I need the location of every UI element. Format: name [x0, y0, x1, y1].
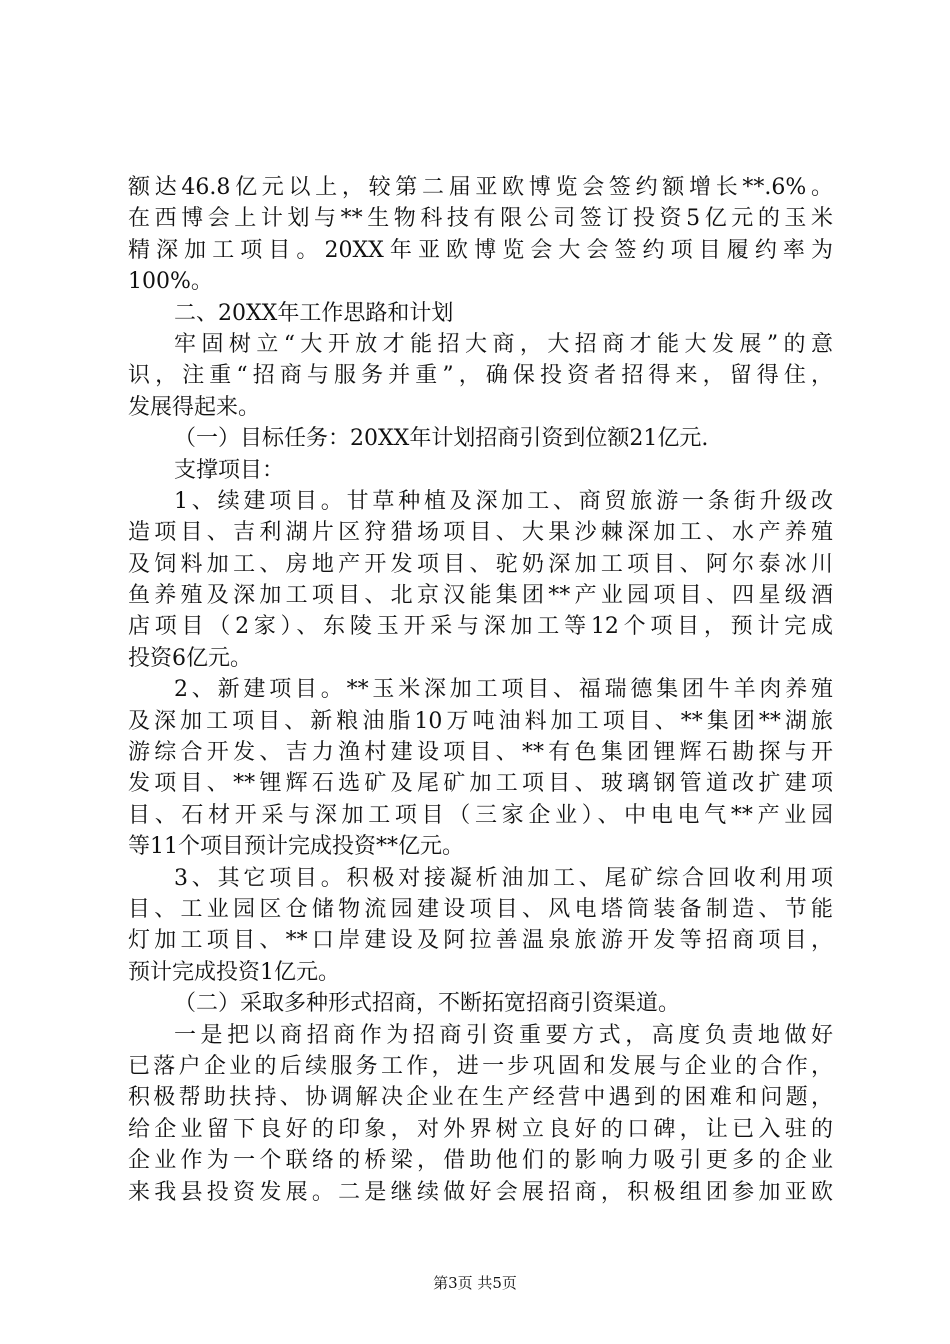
- text-line: 给企业留下良好的印象，对外界树立良好的口碑，让已入驻的: [128, 1116, 833, 1142]
- text-line: 牢固树立“大开放才能招大商，大招商才能大发展”的意: [174, 331, 833, 357]
- text-line: 识，注重“招商与服务并重”，确保投资者招得来，留得住，: [128, 363, 833, 389]
- text-line: 额达46.8亿元以上，较第二届亚欧博览会签约额增长**.6%。: [128, 175, 833, 200]
- text-line: 3、其它项目。积极对接凝析油加工、尾矿综合回收利用项: [174, 865, 833, 891]
- text-line: 游综合开发、吉力渔村建设项目、**有色集团锂辉石勘探与开: [128, 740, 833, 766]
- text-line: 及深加工项目、新粮油脂10万吨油料加工项目、**集团**湖旅: [128, 708, 833, 734]
- text-line: 已落户企业的后续服务工作，进一步巩固和发展与企业的合作，: [128, 1053, 833, 1079]
- text-line: 发项目、**锂辉石选矿及尾矿加工项目、玻璃钢管道改扩建项: [128, 771, 833, 797]
- text-line: 发展得起来。: [128, 394, 261, 420]
- text-line: 目、石材开采与深加工项目（三家企业）、中电电气**产业园: [128, 802, 833, 828]
- text-line: 在西博会上计划与**生物科技有限公司签订投资5亿元的玉米: [128, 206, 833, 232]
- text-line: 2、新建项目。**玉米深加工项目、福瑞德集团牛羊肉养殖: [174, 677, 833, 703]
- text-line: 积极帮助扶持、协调解决企业在生产经营中遇到的困难和问题，: [128, 1085, 833, 1111]
- text-line: 1、续建项目。甘草种植及深加工、商贸旅游一条街升级改: [174, 488, 833, 514]
- text-line: （二）采取多种形式招商，不断拓宽招商引资渠道。: [174, 991, 681, 1017]
- text-line: 精深加工项目。20XX年亚欧博览会大会签约项目履约率为: [128, 237, 833, 263]
- text-line: 预计完成投资1亿元。: [128, 959, 340, 985]
- body-text: [128, 172, 833, 1208]
- text-line: 鱼养殖及深加工项目、北京汉能集团**产业园项目、四星级酒: [128, 583, 833, 609]
- text-line: 及饲料加工、房地产开发项目、驼奶深加工项目、阿尔泰冰川: [128, 551, 833, 577]
- text-line: 灯加工项目、**口岸建设及阿拉善温泉旅游开发等招商项目，: [128, 928, 833, 954]
- text-line: （一）目标任务：20XX年计划招商引资到位额21亿元.: [174, 426, 709, 452]
- page-footer: [0, 1273, 950, 1293]
- page-number-label: 第3页 共5页: [433, 1274, 517, 1292]
- text-line: 二、20XX年工作思路和计划: [174, 300, 454, 326]
- text-line: 投资6亿元。: [128, 645, 252, 671]
- text-line: 店项目（2家）、东陵玉开采与深加工等12个项目，预计完成: [128, 614, 833, 640]
- text-line: 企业作为一个联络的桥梁，借助他们的影响力吸引更多的企业: [128, 1148, 833, 1174]
- text-line: 支撑项目：: [174, 457, 285, 483]
- text-line: 来我县投资发展。二是继续做好会展招商，积极组团参加亚欧: [128, 1179, 833, 1205]
- text-line: 100%。: [128, 269, 213, 295]
- text-line: 目、工业园区仓储物流园建设项目、风电塔筒装备制造、节能: [128, 896, 833, 922]
- text-line: 等11个项目预计完成投资**亿元。: [128, 834, 464, 860]
- text-line: 一是把以商招商作为招商引资重要方式，高度负责地做好: [174, 1022, 833, 1048]
- text-line: 造项目、吉利湖片区狩猎场项目、大果沙棘深加工、水产养殖: [128, 520, 833, 546]
